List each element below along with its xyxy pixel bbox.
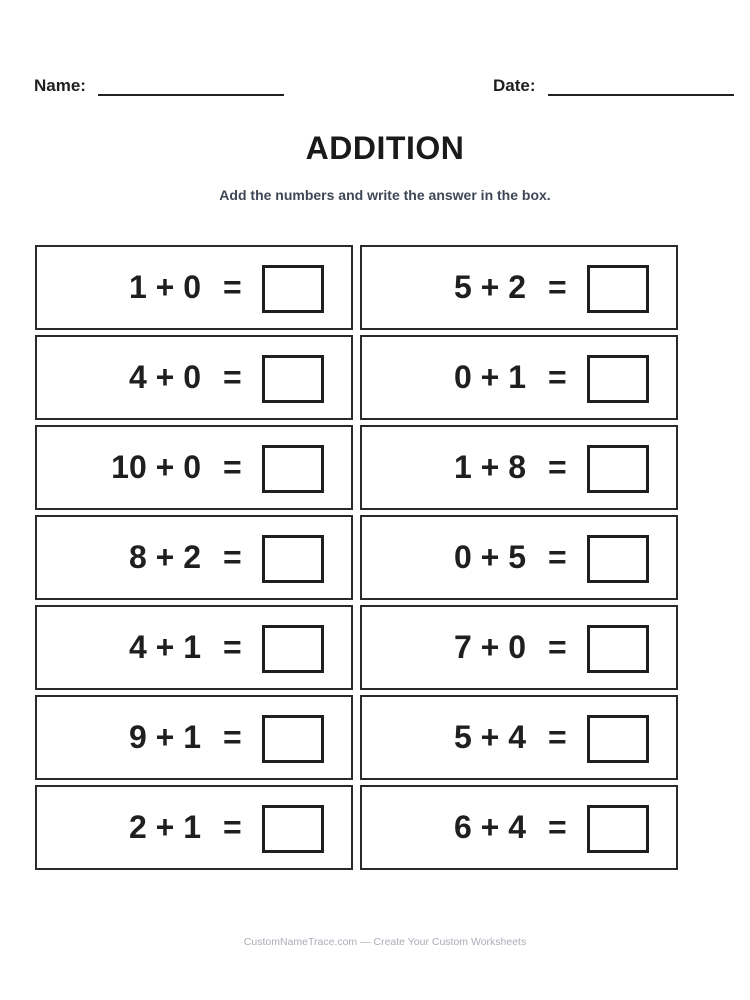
answer-box[interactable] <box>262 805 324 853</box>
equals-sign: = <box>548 629 567 665</box>
problem-cell <box>360 425 678 510</box>
equals-sign: = <box>223 629 242 665</box>
problem-expression: 0 + 5 <box>453 539 526 575</box>
problem-expression: 6 + 4 <box>453 809 526 845</box>
name-input-line[interactable] <box>98 80 284 96</box>
problem-expression: 4 + 0 <box>128 359 201 395</box>
answer-box[interactable] <box>262 265 324 313</box>
answer-box[interactable] <box>262 445 324 493</box>
name-label: Name: <box>34 76 86 95</box>
problem-expression: 0 + 1 <box>453 359 526 395</box>
problem-cell <box>35 245 353 330</box>
equals-sign: = <box>223 809 242 845</box>
answer-box[interactable] <box>587 445 649 493</box>
equals-sign: = <box>548 449 567 485</box>
date-label: Date: <box>493 76 536 95</box>
instructions: Add the numbers and write the answer in the box. <box>219 187 551 203</box>
problem-cell <box>360 515 678 600</box>
problem-expression: 8 + 2 <box>128 539 201 575</box>
problem-expression: 5 + 2 <box>453 269 526 305</box>
worksheet-header <box>34 76 738 100</box>
date-field <box>493 76 734 96</box>
answer-box[interactable] <box>587 715 649 763</box>
problem-cell <box>35 785 353 870</box>
problem-cell <box>35 425 353 510</box>
problem-expression: 9 + 1 <box>128 719 201 755</box>
name-field <box>34 76 284 96</box>
problem-cell <box>360 695 678 780</box>
date-input-line[interactable] <box>548 80 734 96</box>
answer-box[interactable] <box>587 355 649 403</box>
problem-cell <box>35 335 353 420</box>
equals-sign: = <box>548 719 567 755</box>
problem-cell <box>360 335 678 420</box>
answer-box[interactable] <box>262 625 324 673</box>
equals-sign: = <box>548 809 567 845</box>
equals-sign: = <box>223 449 242 485</box>
equals-sign: = <box>223 359 242 395</box>
problem-cell <box>35 515 353 600</box>
answer-box[interactable] <box>262 355 324 403</box>
equals-sign: = <box>548 269 567 305</box>
problem-expression: 1 + 0 <box>128 269 201 305</box>
answer-box[interactable] <box>587 265 649 313</box>
problem-expression: 10 + 0 <box>111 449 201 485</box>
problem-expression: 4 + 1 <box>128 629 201 665</box>
equals-sign: = <box>223 719 242 755</box>
equals-sign: = <box>223 269 242 305</box>
problem-cell <box>35 605 353 690</box>
answer-box[interactable] <box>262 715 324 763</box>
answer-box[interactable] <box>587 625 649 673</box>
answer-box[interactable] <box>587 535 649 583</box>
problem-cell <box>360 785 678 870</box>
page-title: ADDITION <box>305 130 465 166</box>
problem-expression: 7 + 0 <box>453 629 526 665</box>
problem-cell <box>360 245 678 330</box>
problem-expression: 2 + 1 <box>128 809 201 845</box>
problem-expression: 1 + 8 <box>453 449 526 485</box>
equals-sign: = <box>548 359 567 395</box>
equals-sign: = <box>223 539 242 575</box>
footer-credit: CustomNameTrace.com — Create Your Custom Worksheets <box>243 936 527 948</box>
answer-box[interactable] <box>262 535 324 583</box>
equals-sign: = <box>548 539 567 575</box>
problem-cell <box>360 605 678 690</box>
answer-box[interactable] <box>587 805 649 853</box>
problem-expression: 5 + 4 <box>453 719 526 755</box>
problem-cell <box>35 695 353 780</box>
